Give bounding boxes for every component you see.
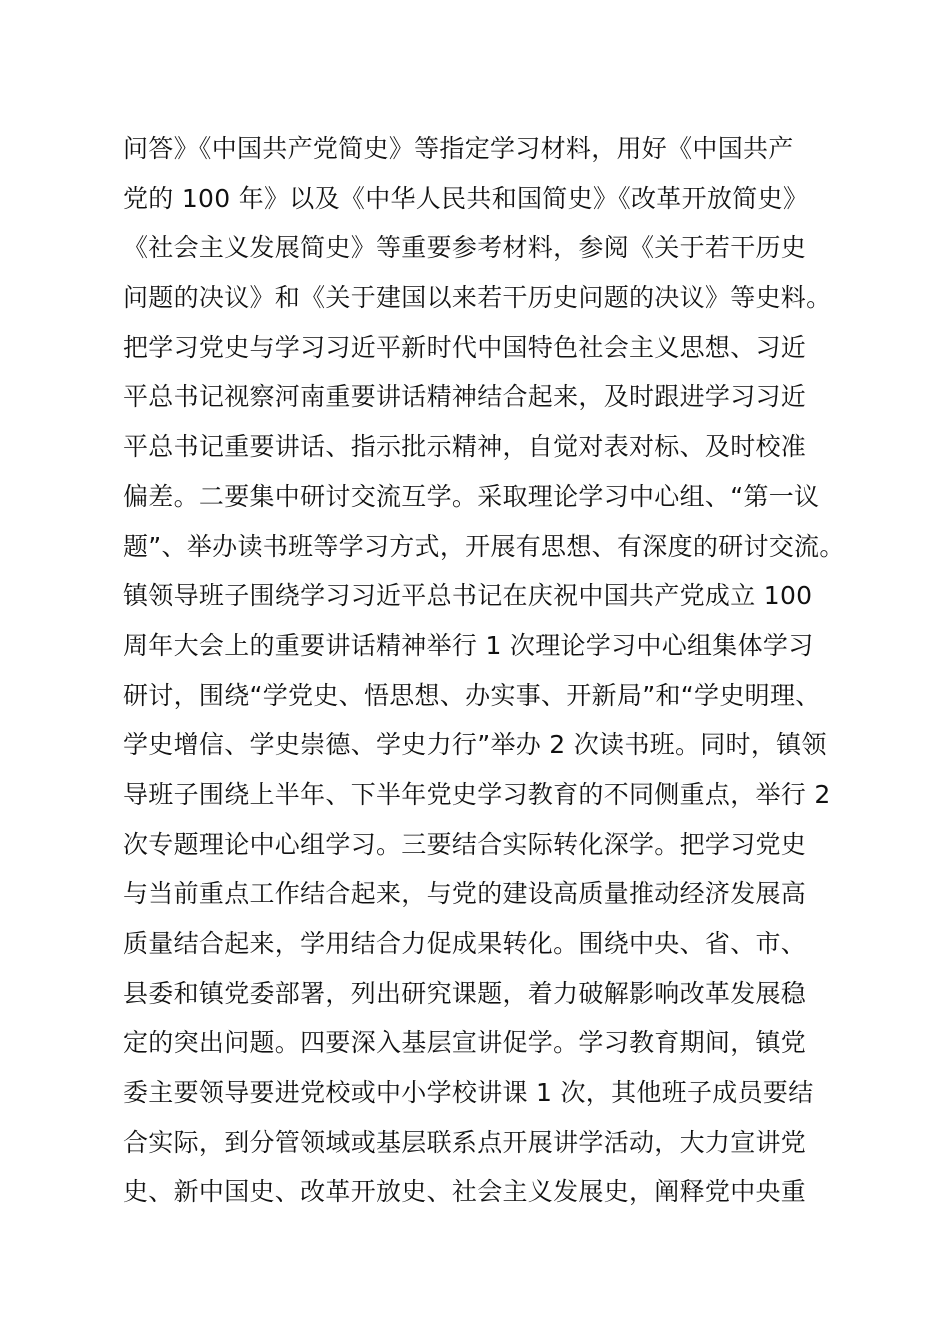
text-line-6: 平总书记视察河南重要讲话精神结合起来，及时跟进学习习近 xyxy=(123,382,807,412)
body-text xyxy=(123,124,843,1217)
text-line-1: 问答》《中国共产党简史》等指定学习材料，用好《中国共产 xyxy=(123,134,794,163)
text-line-2: 党的 100 年》以及《中华人民共和国简史》《改革开放简史》 xyxy=(123,183,809,213)
text-line-18: 县委和镇党委部署，列出研究课题，着力破解影响改革发展稳 xyxy=(123,978,807,1008)
text-line-20: 委主要领导要进党校或中小学校讲课 1 次，其他班子成员要结 xyxy=(123,1078,814,1108)
text-line-7: 平总书记重要讲话、指示批示精神，自觉对表对标、及时校准 xyxy=(123,432,807,462)
text-line-17: 质量结合起来，学用结合力促成果转化。围绕中央、省、市、 xyxy=(123,929,807,958)
text-line-15: 次专题理论中心组学习。三要结合实际转化深学。把学习党史 xyxy=(123,829,807,859)
text-line-12: 研讨，围绕“学党史、悟思想、办实事、开新局”和“学史明理、 xyxy=(123,680,821,710)
text-line-11: 周年大会上的重要讲话精神举行 1 次理论学习中心组集体学习 xyxy=(123,630,814,660)
text-line-3: 《社会主义发展简史》等重要参考材料，参阅《关于若干历史 xyxy=(123,233,807,263)
text-line-14: 导班子围绕上半年、下半年党史学习教育的不同侧重点，举行 2 xyxy=(123,779,831,809)
text-line-4: 问题的决议》和《关于建国以来若干历史问题的决议》等史料。 xyxy=(123,283,832,313)
text-line-16: 与当前重点工作结合起来，与党的建设高质量推动经济发展高 xyxy=(123,879,807,909)
text-line-9: 题”、举办读书班等学习方式，开展有思想、有深度的研讨交流。 xyxy=(123,531,845,561)
text-line-10: 镇领导班子围绕学习习近平总书记在庆祝中国共产党成立 100 xyxy=(123,581,813,611)
text-line-13: 学史增信、学史崇德、学史力行”举办 2 次读书班。同时，镇领 xyxy=(123,730,827,760)
text-line-8: 偏差。二要集中研讨交流互学。采取理论学习中心组、“第一议 xyxy=(123,481,820,511)
text-line-5: 把学习党史与学习习近平新时代中国特色社会主义思想、习近 xyxy=(123,332,807,362)
text-line-22: 史、新中国史、改革开放史、社会主义发展史，阐释党中央重 xyxy=(123,1177,807,1207)
text-line-21: 合实际，到分管领域或基层联系点开展讲学活动，大力宣讲党 xyxy=(123,1127,807,1157)
text-line-19: 定的突出问题。四要深入基层宣讲促学。学习教育期间，镇党 xyxy=(123,1028,807,1058)
